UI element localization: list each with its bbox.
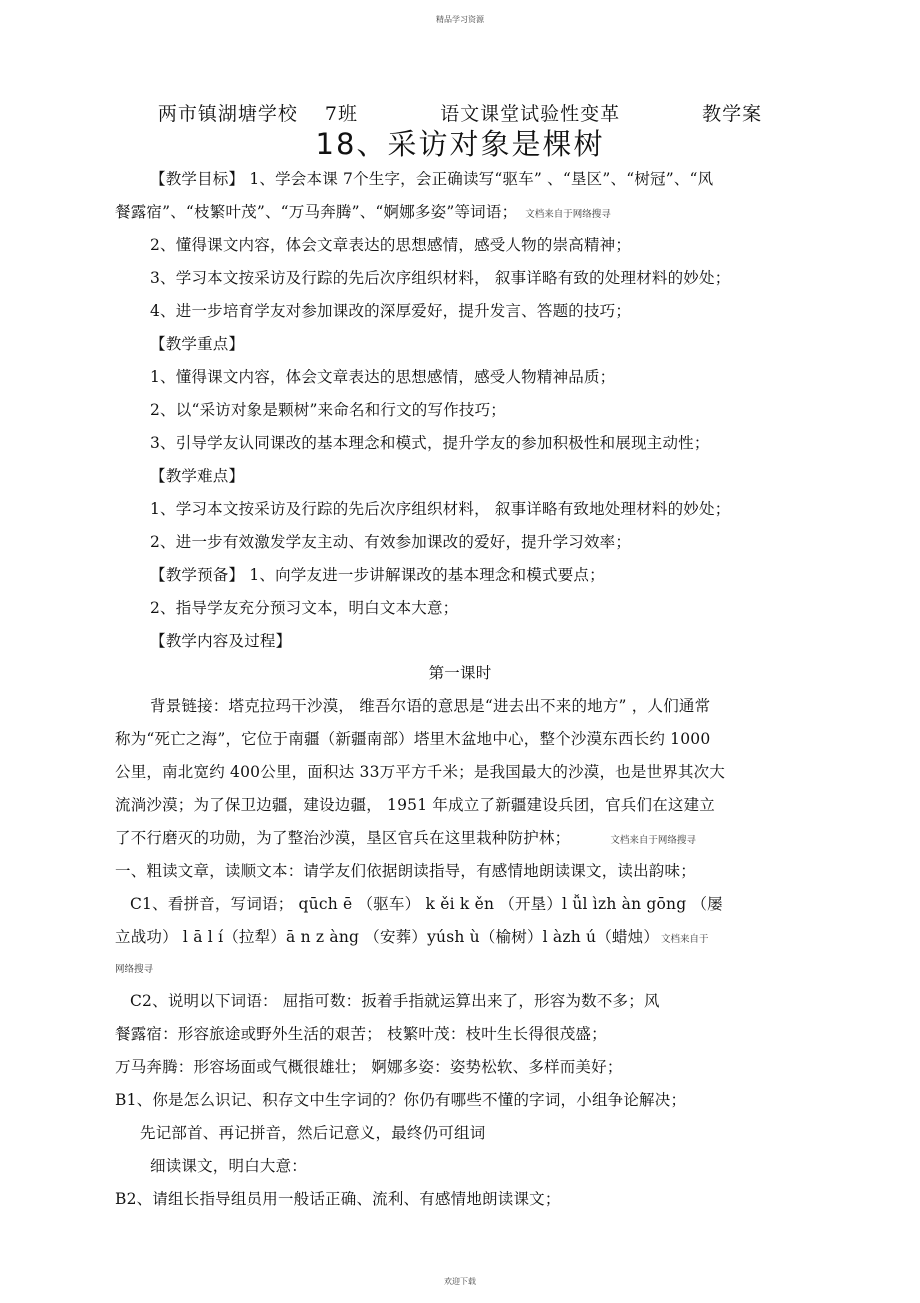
text-line: 背景链接：塔克拉玛干沙漠， 维吾尔语的意思是“进去出不来的地方” ，人们通常 [150, 697, 711, 715]
text-line: 先记部首、再记拼音，然后记意义，最终仍可组词 [140, 1124, 486, 1142]
text-line: 3、引导学友认同课改的基本理念和模式，提升学友的参加积极性和展现主动性； [150, 434, 710, 452]
subject-name: 语文课堂试验性变革 [440, 103, 621, 125]
school-name: 两市镇湖塘学校 [157, 103, 298, 125]
text-line: 【教学目标】 1、学会本课 7个生字，会正确读写“驱车” 、“垦区”、“树冠”、“风 [150, 170, 714, 188]
text-line: 【教学预备】 1、向学友进一步讲解课改的基本理念和模式要点； [150, 566, 605, 584]
text-line: 一、粗读文章，读顺文本：请学友们依据朗读指导，有感情地朗读课文，读出韵味； [115, 862, 696, 880]
text-line: 餐露宿”、“枝繁叶茂”、“万马奔腾”、“婀娜多姿”等词语； 文档来自于网络搜寻 [115, 203, 611, 221]
lesson-title: 18、采访对象是棵树 [315, 127, 605, 161]
section-heading: 【教学难点】 [150, 467, 245, 485]
section-heading: 【教学重点】 [150, 335, 245, 353]
text-line: 2、指导学友充分预习文本，明白文本大意； [150, 599, 459, 617]
text-line: C2、说明以下词语： 屈指可数：扳着手指就运算出来了，形容为数不多；风 [130, 992, 660, 1010]
text-line: 2、懂得课文内容，体会文章表达的思想感情，感受人物的崇高精神； [150, 236, 632, 254]
class-name: 7班 [324, 103, 358, 125]
text-line: 立战功） l ā l í（拉犁）ā n z àng （安葬）yúsh ù（榆树）l àzh ú（蜡烛） 文档来自于 [115, 928, 709, 946]
text-line: 万马奔腾：形容场面或气概很雄壮； 婀娜多姿：姿势松软、多样而美好； [115, 1058, 623, 1076]
page-header: 精品学习资源 [436, 15, 484, 24]
period-heading: 第一课时 [428, 664, 492, 682]
section-heading: 【教学内容及过程】 [150, 632, 292, 650]
text-line: 1、学习本文按采访及行踪的先后次序组织材料， 叙事详略有致地处理材料的妙处； [150, 500, 731, 518]
text-line: 4、进一步培育学友对参加课改的深厚爱好，提升发言、答题的技巧； [150, 302, 632, 320]
source-note: 文档来自于网络搜寻 [610, 835, 696, 846]
text-line: 细读课文，明白大意： [150, 1157, 308, 1175]
text-line: 称为“死亡之海”，它位于南疆（新疆南部）塔里木盆地中心，整个沙漠东西长约 1000 [115, 730, 711, 748]
text-line: 2、以“采访对象是颗树”来命名和行文的写作技巧； [150, 401, 507, 419]
text-line: 网络搜寻 [115, 964, 154, 975]
text-line: 餐露宿：形容旅途或野外生活的艰苦； 枝繁叶茂：枝叶生长得很茂盛； [115, 1025, 607, 1043]
text-line: 流淌沙漠；为了保卫边疆，建设边疆， 1951 年成立了新疆建设兵团，官兵们在这建立 [115, 796, 716, 814]
text-line: 3、学习本文按采访及行踪的先后次序组织材料， 叙事详略有致的处理材料的妙处； [150, 269, 731, 287]
text-line: B2、请组长指导组员用一般话正确、流利、有感情地朗读课文； [115, 1190, 561, 1208]
text-line: B1、你是怎么识记、积存文中生字词的？你仍有哪些不懂的字词，小组争论解决； [115, 1091, 687, 1109]
text-line: 2、进一步有效激发学友主动、有效参加课改的爱好，提升学习效率； [150, 533, 632, 551]
doc-type: 教学案 [702, 103, 763, 125]
text-line: 了不行磨灭的功勋，为了整治沙漠，垦区官兵在这里栽种防护林； 文档来自于网络搜寻 [115, 829, 696, 847]
page-footer: 欢迎下载 [444, 1277, 476, 1286]
text-line: 1、懂得课文内容，体会文章表达的思想感情，感受人物精神品质； [150, 368, 616, 386]
title-line [0, 99, 920, 126]
source-note: 文档来自于网络搜寻 [525, 209, 611, 220]
text-line: C1、看拼音，写词语； qūch ē （驱车） k ěi k ěn （开垦）l ǚl ìzh àn gōng （屡 [130, 895, 723, 913]
source-note: 文档来自于 [661, 934, 709, 945]
text-line: 公里，南北宽约 400公里，面积达 33万平方千米；是我国最大的沙漠，也是世界其次大 [115, 763, 726, 781]
